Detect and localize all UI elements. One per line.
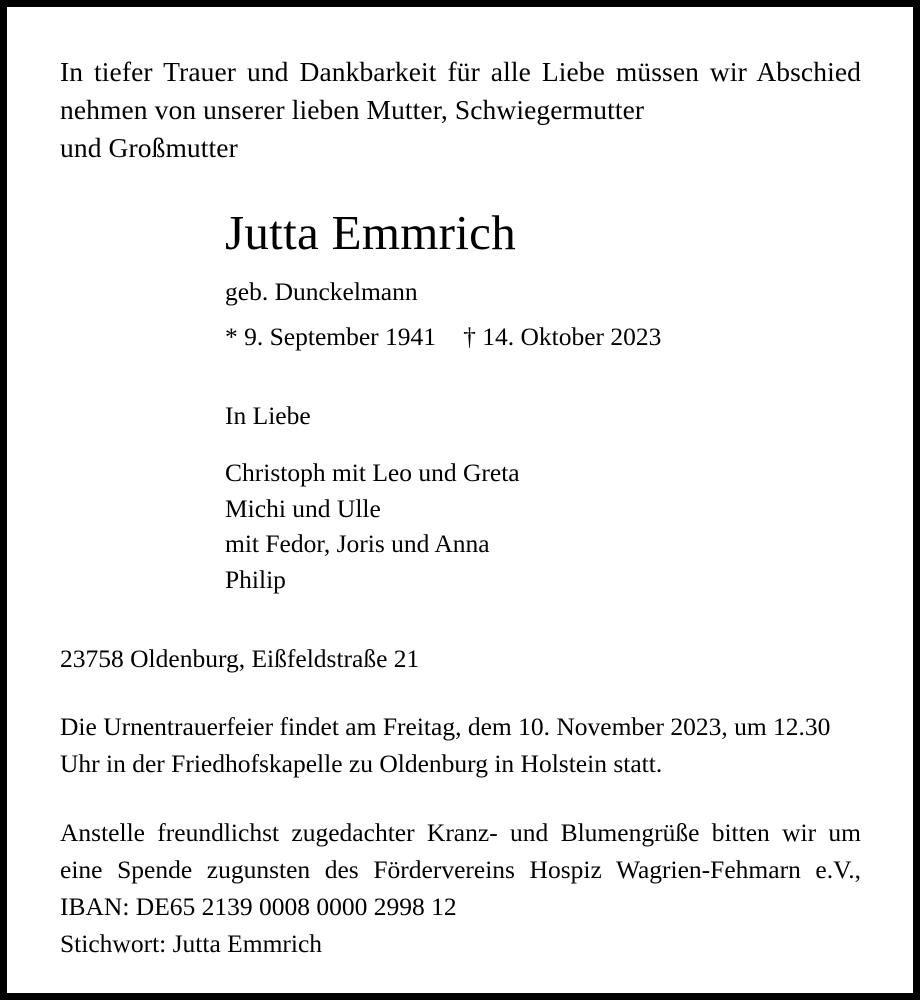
list-item: Philip bbox=[225, 564, 286, 594]
ceremony-paragraph: Die Urnentrauerfeier findet am Freitag, dem 10. November 2023, um 12.30 Uhr in der Friedhofskapelle zu Oldenburg in Holstein statt. bbox=[60, 712, 831, 778]
intro-last-line: und Großmutter bbox=[60, 132, 238, 163]
list-item: Christoph mit Leo und Greta bbox=[225, 458, 520, 487]
list-item: Michi und Ulle bbox=[225, 493, 381, 523]
intro-paragraph bbox=[60, 53, 861, 167]
life-dates bbox=[225, 320, 861, 354]
donation-paragraph bbox=[60, 814, 861, 962]
death-date: 14. Oktober 2023 bbox=[482, 322, 662, 351]
donation-keyword-line: Stichwort: Jutta Emmrich bbox=[60, 929, 323, 958]
deceased-block bbox=[60, 205, 861, 597]
list-item: mit Fedor, Joris und Anna bbox=[225, 529, 490, 558]
intro-text: In tiefer Trauer und Dankbarkeit für alle Liebe müssen wir Abschied nehmen von unserer lieben Mutter, Schwiegermutter bbox=[60, 56, 861, 125]
maiden-name: geb. Dunckelmann bbox=[225, 277, 418, 306]
birth-date: 9. September 1941 bbox=[244, 322, 437, 351]
mourning-label: In Liebe bbox=[225, 401, 311, 430]
death-symbol: † bbox=[463, 322, 476, 351]
deceased-name: Jutta Emmrich bbox=[225, 205, 517, 260]
address-line: 23758 Oldenburg, Eißfeldstraße 21 bbox=[60, 644, 420, 673]
mourners-list bbox=[225, 455, 861, 597]
obituary-notice-page bbox=[7, 7, 913, 993]
birth-symbol: * bbox=[225, 322, 238, 351]
donation-text: Anstelle freundlichst zugedachter Kranz- und Blumengrüße bitten wir um eine Spende zugunsten des Fördervereins Hospiz Wagrien-Fehmarn e.V., IBAN: DE65 2139 0008 0000 2998 12 bbox=[60, 818, 861, 921]
